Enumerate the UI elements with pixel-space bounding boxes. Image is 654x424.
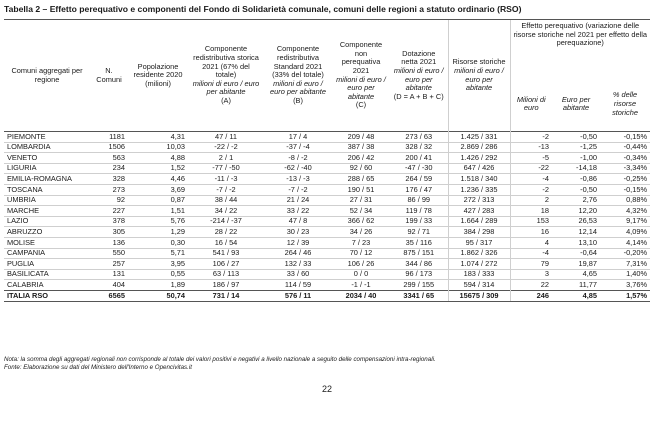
cell-effetto-milioni: -4 xyxy=(510,174,552,185)
table-row xyxy=(4,153,650,164)
cell-n-comuni: 257 xyxy=(90,259,128,270)
cell-componente-a: -22 / -2 xyxy=(188,142,264,153)
cell-dotazione: -47 / -30 xyxy=(390,163,448,174)
cell-dotazione: 264 / 59 xyxy=(390,174,448,185)
cell-regione: LOMBARDIA xyxy=(4,142,90,153)
cell-componente-b: 576 / 11 xyxy=(264,290,332,301)
cell-n-comuni: 1506 xyxy=(90,142,128,153)
cell-componente-c: 52 / 34 xyxy=(332,206,390,217)
table-row xyxy=(4,280,650,291)
cell-componente-a: 47 / 11 xyxy=(188,132,264,143)
cell-effetto-milioni: 22 xyxy=(510,280,552,291)
cell-componente-a: 28 / 22 xyxy=(188,227,264,238)
cell-effetto-euro: 4,65 xyxy=(552,269,600,280)
cell-dotazione: 200 / 41 xyxy=(390,153,448,164)
cell-componente-c: 70 / 12 xyxy=(332,248,390,259)
cell-risorse: 384 / 298 xyxy=(448,227,510,238)
cell-n-comuni: 234 xyxy=(90,163,128,174)
cell-effetto-pct: 4,32% xyxy=(600,206,650,217)
cell-componente-c: 209 / 48 xyxy=(332,132,390,143)
cell-regione: VENETO xyxy=(4,153,90,164)
cell-regione: CAMPANIA xyxy=(4,248,90,259)
cell-popolazione: 1,29 xyxy=(128,227,188,238)
cell-regione: TOSCANA xyxy=(4,184,90,195)
cell-risorse: 95 / 317 xyxy=(448,237,510,248)
cell-effetto-euro: -0,50 xyxy=(552,184,600,195)
table-row xyxy=(4,174,650,185)
cell-effetto-euro: -0,50 xyxy=(552,132,600,143)
header-dotazione xyxy=(390,20,448,132)
cell-regione: MOLISE xyxy=(4,237,90,248)
header-componente-a-main: Componente redistributiva storica 2021 (67% del totale) xyxy=(193,44,259,80)
cell-effetto-milioni: 2 xyxy=(510,195,552,206)
cell-componente-b: -7 / -2 xyxy=(264,184,332,195)
header-effetto-euro: Euro per abitante xyxy=(561,94,591,113)
cell-popolazione: 3,69 xyxy=(128,184,188,195)
cell-n-comuni: 273 xyxy=(90,184,128,195)
table-note: Nota: la somma degli aggregati regionali non corrisponde al totale dei valori positivi e negativi a livello nazionale a seguito delle compensazioni intra-regionali. xyxy=(4,356,436,363)
table-row xyxy=(4,227,650,238)
cell-componente-b: 264 / 46 xyxy=(264,248,332,259)
cell-popolazione: 50,74 xyxy=(128,290,188,301)
cell-dotazione: 273 / 63 xyxy=(390,132,448,143)
cell-effetto-pct: 1,57% xyxy=(600,290,650,301)
header-dotazione-sub: milioni di euro / euro per abitante xyxy=(393,65,444,93)
cell-dotazione: 96 / 173 xyxy=(390,269,448,280)
cell-n-comuni: 6565 xyxy=(90,290,128,301)
cell-popolazione: 1,52 xyxy=(128,163,188,174)
cell-effetto-euro: -0,64 xyxy=(552,248,600,259)
cell-regione: BASILICATA xyxy=(4,269,90,280)
cell-effetto-pct: -0,20% xyxy=(600,248,650,259)
cell-effetto-euro: -0,86 xyxy=(552,174,600,185)
cell-regione: PUGLIA xyxy=(4,259,90,270)
cell-dotazione: 199 / 33 xyxy=(390,216,448,227)
cell-componente-c: 7 / 23 xyxy=(332,237,390,248)
header-componente-a-letter: (A) xyxy=(221,95,231,105)
cell-risorse: 272 / 313 xyxy=(448,195,510,206)
table-row xyxy=(4,216,650,227)
cell-n-comuni: 92 xyxy=(90,195,128,206)
cell-effetto-pct: 0,88% xyxy=(600,195,650,206)
cell-popolazione: 3,95 xyxy=(128,259,188,270)
cell-componente-c: 106 / 26 xyxy=(332,259,390,270)
cell-risorse: 1.518 / 340 xyxy=(448,174,510,185)
cell-popolazione: 1,51 xyxy=(128,206,188,217)
cell-n-comuni: 1181 xyxy=(90,132,128,143)
cell-effetto-pct: 4,14% xyxy=(600,237,650,248)
cell-effetto-pct: -0,15% xyxy=(600,184,650,195)
header-componente-c-main: Componente non perequativa 2021 xyxy=(339,40,383,75)
cell-effetto-milioni: 16 xyxy=(510,227,552,238)
header-dotazione-letter: (D = A + B + C) xyxy=(393,91,444,101)
cell-risorse: 427 / 283 xyxy=(448,206,510,217)
cell-componente-b: 12 / 39 xyxy=(264,237,332,248)
cell-effetto-euro: 13,10 xyxy=(552,237,600,248)
cell-componente-b: -8 / -2 xyxy=(264,153,332,164)
header-effetto-milioni: Milioni di euro xyxy=(510,78,552,132)
cell-componente-a: -11 / -3 xyxy=(188,174,264,185)
cell-componente-a: 16 / 54 xyxy=(188,237,264,248)
cell-componente-b: 132 / 33 xyxy=(264,259,332,270)
cell-n-comuni: 563 xyxy=(90,153,128,164)
header-componente-c xyxy=(332,20,390,132)
header-componente-b-main: Componente redistributiva Standard 2021 (33% del totale) xyxy=(272,44,324,80)
data-table xyxy=(4,19,650,302)
cell-componente-a: 2 / 1 xyxy=(188,153,264,164)
table-row xyxy=(4,163,650,174)
header-regione: Comuni aggregati per regione xyxy=(4,20,90,132)
table-row xyxy=(4,248,650,259)
cell-componente-a: -7 / -2 xyxy=(188,184,264,195)
cell-risorse: 1.664 / 289 xyxy=(448,216,510,227)
cell-dotazione: 875 / 151 xyxy=(390,248,448,259)
cell-effetto-milioni: 18 xyxy=(510,206,552,217)
cell-effetto-milioni: 79 xyxy=(510,259,552,270)
table-source: Fonte: Elaborazione su dati del Ministero dell'Interno e Opencivitas.it xyxy=(4,364,192,371)
cell-componente-b: -37 / -4 xyxy=(264,142,332,153)
header-componente-b-sub: milioni di euro / euro per abitante xyxy=(270,78,326,97)
cell-regione: ITALIA RSO xyxy=(4,290,90,301)
cell-effetto-euro: 12,14 xyxy=(552,227,600,238)
cell-componente-b: -13 / -3 xyxy=(264,174,332,185)
cell-effetto-milioni: 4 xyxy=(510,237,552,248)
cell-componente-b: 47 / 8 xyxy=(264,216,332,227)
cell-n-comuni: 328 xyxy=(90,174,128,185)
cell-componente-a: 731 / 14 xyxy=(188,290,264,301)
cell-regione: EMILIA-ROMAGNA xyxy=(4,174,90,185)
cell-popolazione: 0,55 xyxy=(128,269,188,280)
cell-componente-a: 38 / 44 xyxy=(188,195,264,206)
cell-componente-c: -1 / -1 xyxy=(332,280,390,291)
cell-risorse: 1.425 / 331 xyxy=(448,132,510,143)
cell-popolazione: 4,88 xyxy=(128,153,188,164)
cell-regione: ABRUZZO xyxy=(4,227,90,238)
cell-popolazione: 5,71 xyxy=(128,248,188,259)
cell-dotazione: 3341 / 65 xyxy=(390,290,448,301)
cell-risorse: 647 / 426 xyxy=(448,163,510,174)
cell-regione: CALABRIA xyxy=(4,280,90,291)
table-row xyxy=(4,259,650,270)
cell-dotazione: 299 / 155 xyxy=(390,280,448,291)
header-componente-a-sub: milioni di euro / euro per abitante xyxy=(192,78,260,97)
page-number: 22 xyxy=(321,384,332,394)
cell-risorse: 594 / 314 xyxy=(448,280,510,291)
header-componente-b xyxy=(264,20,332,132)
cell-componente-c: 288 / 65 xyxy=(332,174,390,185)
cell-effetto-euro: -1,00 xyxy=(552,153,600,164)
cell-effetto-pct: 3,76% xyxy=(600,280,650,291)
cell-componente-c: 0 / 0 xyxy=(332,269,390,280)
cell-risorse: 1.236 / 335 xyxy=(448,184,510,195)
cell-dotazione: 176 / 47 xyxy=(390,184,448,195)
cell-popolazione: 10,03 xyxy=(128,142,188,153)
cell-componente-b: 33 / 22 xyxy=(264,206,332,217)
cell-n-comuni: 404 xyxy=(90,280,128,291)
header-effetto-pct: % delle risorse storiche xyxy=(612,90,638,117)
cell-risorse: 1.074 / 272 xyxy=(448,259,510,270)
cell-componente-c: 190 / 51 xyxy=(332,184,390,195)
table-row xyxy=(4,269,650,280)
cell-dotazione: 344 / 86 xyxy=(390,259,448,270)
cell-regione: LIGURIA xyxy=(4,163,90,174)
cell-effetto-euro: -1,25 xyxy=(552,142,600,153)
cell-n-comuni: 305 xyxy=(90,227,128,238)
cell-effetto-pct: -3,34% xyxy=(600,163,650,174)
cell-n-comuni: 378 xyxy=(90,216,128,227)
cell-dotazione: 119 / 78 xyxy=(390,206,448,217)
table-body xyxy=(4,132,650,302)
header-n-comuni: N. Comuni xyxy=(90,20,128,132)
cell-componente-c: 387 / 38 xyxy=(332,142,390,153)
cell-componente-c: 92 / 60 xyxy=(332,163,390,174)
header-componente-c-sub: milioni di euro / euro per abitante xyxy=(336,74,386,101)
cell-popolazione: 4,46 xyxy=(128,174,188,185)
cell-n-comuni: 227 xyxy=(90,206,128,217)
cell-componente-c: 27 / 31 xyxy=(332,195,390,206)
cell-effetto-euro: 26,53 xyxy=(552,216,600,227)
cell-componente-b: 30 / 23 xyxy=(264,227,332,238)
cell-effetto-euro: 19,87 xyxy=(552,259,600,270)
cell-effetto-milioni: -22 xyxy=(510,163,552,174)
cell-effetto-euro: 4,85 xyxy=(552,290,600,301)
cell-effetto-euro: -14,18 xyxy=(552,163,600,174)
cell-componente-b: 114 / 59 xyxy=(264,280,332,291)
table-title: Tabella 2 – Effetto perequativo e componenti del Fondo di Solidarietà comunale, comuni delle regioni a statuto ordinario (RSO) xyxy=(4,4,522,14)
cell-regione: PIEMONTE xyxy=(4,132,90,143)
table-row xyxy=(4,184,650,195)
cell-componente-b: 33 / 60 xyxy=(264,269,332,280)
cell-effetto-milioni: 153 xyxy=(510,216,552,227)
cell-effetto-milioni: 246 xyxy=(510,290,552,301)
table-row xyxy=(4,237,650,248)
cell-componente-c: 2034 / 40 xyxy=(332,290,390,301)
cell-effetto-pct: -0,44% xyxy=(600,142,650,153)
cell-risorse: 1.862 / 326 xyxy=(448,248,510,259)
table-row xyxy=(4,132,650,143)
cell-risorse: 2.869 / 286 xyxy=(448,142,510,153)
cell-componente-a: 63 / 113 xyxy=(188,269,264,280)
header-componente-c-letter: (C) xyxy=(355,100,367,110)
header-componente-b-letter: (B) xyxy=(293,95,303,105)
table-total-row xyxy=(4,290,650,301)
cell-componente-a: -214 / -37 xyxy=(188,216,264,227)
table-row xyxy=(4,142,650,153)
cell-componente-b: 17 / 4 xyxy=(264,132,332,143)
cell-effetto-pct: -0,15% xyxy=(600,132,650,143)
cell-componente-c: 206 / 42 xyxy=(332,153,390,164)
cell-componente-a: 34 / 22 xyxy=(188,206,264,217)
cell-componente-c: 366 / 62 xyxy=(332,216,390,227)
cell-regione: MARCHE xyxy=(4,206,90,217)
cell-n-comuni: 550 xyxy=(90,248,128,259)
cell-effetto-milioni: 3 xyxy=(510,269,552,280)
cell-risorse: 183 / 333 xyxy=(448,269,510,280)
cell-componente-a: 541 / 93 xyxy=(188,248,264,259)
header-risorse-main: Risorse storiche xyxy=(452,57,506,67)
cell-effetto-pct: -0,34% xyxy=(600,153,650,164)
cell-dotazione: 35 / 116 xyxy=(390,237,448,248)
cell-effetto-milioni: -13 xyxy=(510,142,552,153)
cell-n-comuni: 136 xyxy=(90,237,128,248)
cell-popolazione: 5,76 xyxy=(128,216,188,227)
cell-dotazione: 328 / 32 xyxy=(390,142,448,153)
cell-effetto-pct: 9,17% xyxy=(600,216,650,227)
cell-popolazione: 1,89 xyxy=(128,280,188,291)
cell-popolazione: 0,87 xyxy=(128,195,188,206)
cell-effetto-pct: 1,40% xyxy=(600,269,650,280)
header-risorse-sub: milioni di euro / euro per abitante xyxy=(454,65,504,93)
header-risorse xyxy=(448,20,510,132)
cell-dotazione: 92 / 71 xyxy=(390,227,448,238)
cell-componente-b: -62 / -40 xyxy=(264,163,332,174)
cell-effetto-pct: 7,31% xyxy=(600,259,650,270)
cell-componente-a: -77 / -50 xyxy=(188,163,264,174)
header-dotazione-main: Dotazione netta 2021 xyxy=(401,48,437,67)
table-row xyxy=(4,206,650,217)
header-componente-a xyxy=(188,20,264,132)
cell-effetto-euro: 2,76 xyxy=(552,195,600,206)
cell-effetto-milioni: -5 xyxy=(510,153,552,164)
cell-regione: LAZIO xyxy=(4,216,90,227)
cell-componente-b: 21 / 24 xyxy=(264,195,332,206)
cell-effetto-milioni: -2 xyxy=(510,132,552,143)
cell-effetto-euro: 12,20 xyxy=(552,206,600,217)
cell-componente-c: 34 / 26 xyxy=(332,227,390,238)
cell-popolazione: 0,30 xyxy=(128,237,188,248)
cell-risorse: 15675 / 309 xyxy=(448,290,510,301)
cell-regione: UMBRIA xyxy=(4,195,90,206)
cell-componente-a: 106 / 27 xyxy=(188,259,264,270)
cell-componente-a: 186 / 97 xyxy=(188,280,264,291)
cell-popolazione: 4,31 xyxy=(128,132,188,143)
cell-effetto-milioni: -4 xyxy=(510,248,552,259)
cell-effetto-pct: -0,25% xyxy=(600,174,650,185)
cell-effetto-euro: 11,77 xyxy=(552,280,600,291)
cell-risorse: 1.426 / 292 xyxy=(448,153,510,164)
cell-effetto-pct: 4,09% xyxy=(600,227,650,238)
table-row xyxy=(4,195,650,206)
cell-effetto-milioni: -2 xyxy=(510,184,552,195)
header-popolazione: Popolazione residente 2020 (milioni) xyxy=(128,20,188,132)
header-effetto: Effetto perequativo (variazione delle risorse storiche nel 2021 per effetto della perequazione) xyxy=(510,20,650,78)
cell-n-comuni: 131 xyxy=(90,269,128,280)
cell-dotazione: 86 / 99 xyxy=(390,195,448,206)
